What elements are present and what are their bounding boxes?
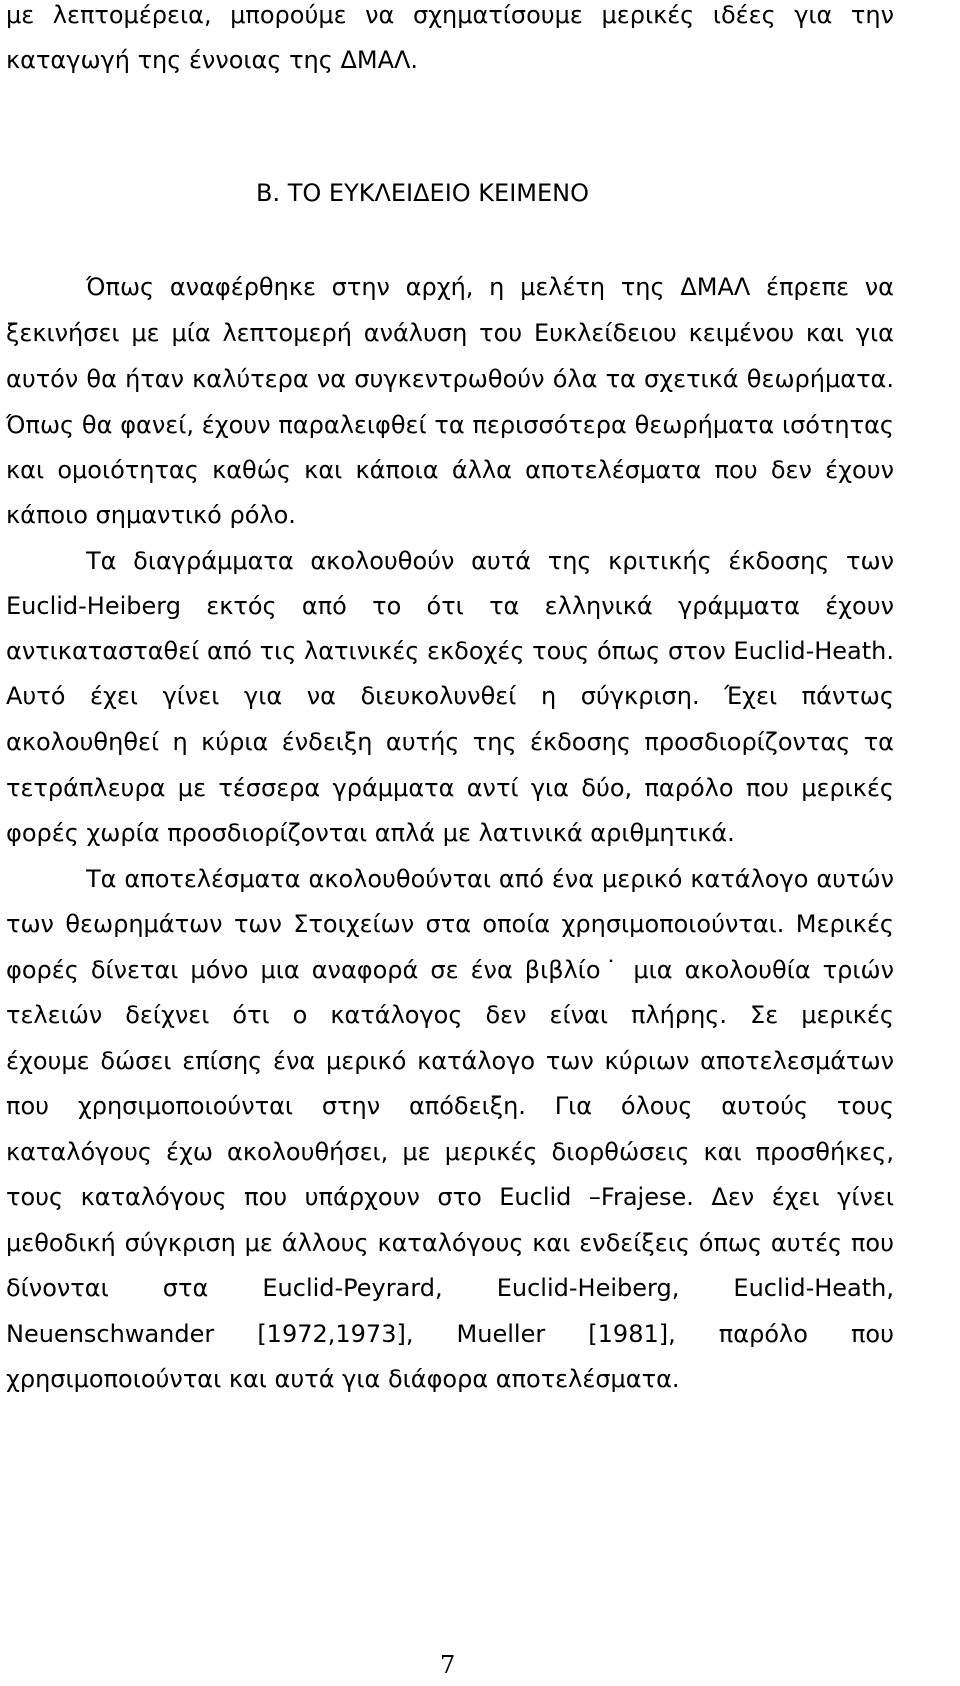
text-line: Euclid-Heiberg εκτός από το ότι τα ελληνικά γράμματα έχουν [6, 592, 894, 620]
text-line: φορές χωρία προσδιορίζονται απλά με λατινικά αριθμητικά. [6, 819, 735, 847]
text-line: με λεπτομέρεια, μπορούμε να σχηματίσουμε μερικές ιδέες για την [6, 1, 894, 29]
text-line: τετράπλευρα με τέσσερα γράμματα αντί για δύο, παρόλο που μερικές [6, 774, 894, 802]
text-line: κάποιο σημαντικό ρόλο. [6, 501, 296, 529]
text-line: δίνονται στα Euclid-Peyrard, Euclid-Heiberg, Euclid-Heath, [6, 1274, 894, 1302]
text-line: Τα αποτελέσματα ακολουθούνται από ένα μερικό κατάλογο αυτών [86, 865, 894, 893]
text-line: Neuenschwander [1972,1973], Mueller [1981], παρόλο που [6, 1320, 894, 1348]
text-line: αντικατασταθεί από τις λατινικές εκδοχές τους όπως στον Euclid-Heath. [6, 637, 894, 665]
text-line: έχουμε δώσει επίσης ένα μερικό κατάλογο των κύριων αποτελεσμάτων [6, 1047, 894, 1075]
text-line: ακολουθηθεί η κύρια ένδειξη αυτής της έκδοσης προσδιορίζοντας τα [6, 728, 894, 756]
text-line: καταγωγή της έννοιας της ΔΜΑΛ. [6, 46, 419, 74]
text-line: χρησιμοποιούνται και αυτά για διάφορα αποτελέσματα. [6, 1365, 680, 1393]
text-line: Όπως θα φανεί, έχουν παραλειφθεί τα περισσότερα θεωρήματα ισότητας [6, 411, 894, 439]
text-line: φορές δίνεται μόνο μια αναφορά σε ένα βιβλίο˙ μια ακολουθία τριών [6, 956, 894, 984]
text-line: και ομοιότητας καθώς και κάποια άλλα αποτελέσματα που δεν έχουν [6, 456, 894, 484]
section-heading: Β. ΤΟ ΕΥΚΛΕΙΔΕΙΟ ΚΕΙΜΕΝΟ [256, 179, 589, 207]
text-line: καταλόγους έχω ακολουθήσει, με μερικές διορθώσεις και προσθήκες, [6, 1138, 894, 1166]
text-line: ξεκινήσει με μία λεπτομερή ανάλυση του Ευκλείδειου κειμένου και για [6, 319, 894, 347]
text-line: Όπως αναφέρθηκε στην αρχή, η μελέτη της ΔΜΑΛ έπρεπε να [86, 273, 894, 301]
page-number: 7 [440, 1651, 456, 1679]
text-line: αυτόν θα ήταν καλύτερα να συγκεντρωθούν όλα τα σχετικά θεωρήματα. [6, 365, 894, 393]
text-line: Αυτό έχει γίνει για να διευκολυνθεί η σύγκριση. Έχει πάντως [6, 682, 894, 710]
text-line: που χρησιμοποιούνται στην απόδειξη. Για όλους αυτούς τους [6, 1092, 894, 1120]
text-line: τελειών δείχνει ότι ο κατάλογος δεν είναι πλήρης. Σε μερικές [6, 1001, 894, 1029]
text-line: των θεωρημάτων των Στοιχείων στα οποία χρησιμοποιούνται. Μερικές [6, 910, 894, 938]
text-line: τους καταλόγους που υπάρχουν στο Euclid –Frajese. Δεν έχει γίνει [6, 1183, 894, 1211]
text-line: μεθοδική σύγκριση με άλλους καταλόγους και ενδείξεις όπως αυτές που [6, 1229, 894, 1257]
text-line: Τα διαγράμματα ακολουθούν αυτά της κριτικής έκδοσης των [86, 547, 894, 575]
